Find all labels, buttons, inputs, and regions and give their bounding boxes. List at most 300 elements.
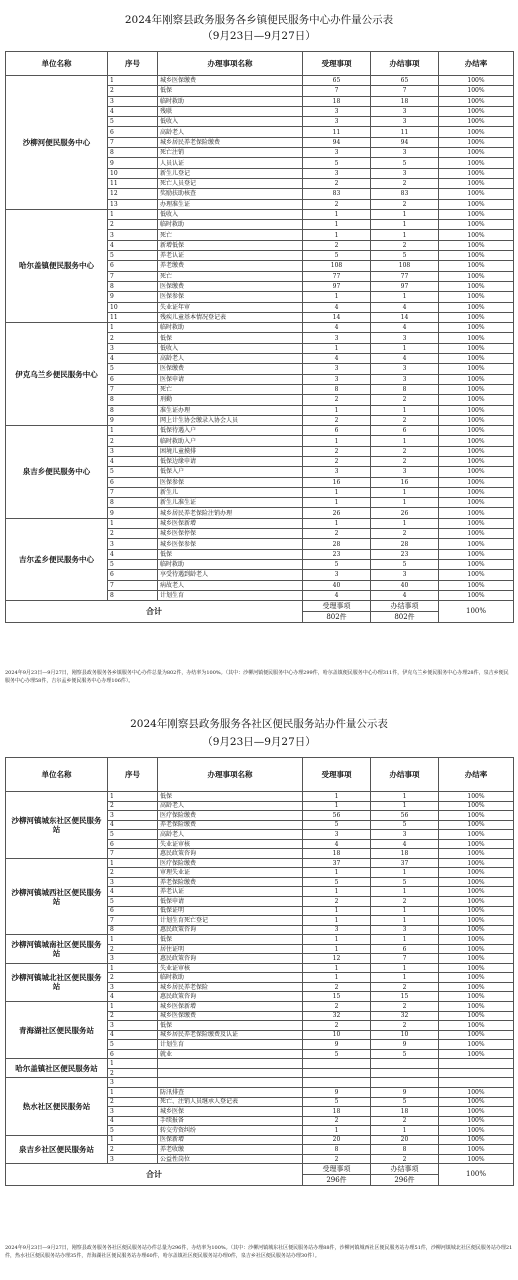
completed-count: 16 — [371, 477, 439, 487]
row-number: 6 — [108, 477, 158, 487]
accepted-count: 2 — [303, 1154, 371, 1164]
accepted-count: 1 — [303, 1126, 371, 1136]
item-name: 低保待遇入户 — [158, 426, 303, 436]
row-number: 8 — [108, 590, 158, 600]
unit-name: 沙柳河镇城南社区便民服务站 — [6, 935, 108, 964]
completed-count: 2 — [371, 982, 439, 992]
row-number: 8 — [108, 281, 158, 291]
item-name: 计划生育 — [158, 590, 303, 600]
item-name: 低收入 — [158, 117, 303, 127]
item-name: 死亡 — [158, 271, 303, 281]
accepted-count: 8 — [303, 1145, 371, 1155]
accepted-count: 94 — [303, 137, 371, 147]
item-name: 临时救助 — [158, 559, 303, 569]
accepted-count: 23 — [303, 549, 371, 559]
completed-count: 2 — [371, 1002, 439, 1012]
row-number: 2 — [108, 944, 158, 954]
completion-rate: 100% — [439, 580, 514, 590]
accepted-count — [303, 1068, 371, 1078]
total-completed-label: 办结事项 — [371, 601, 439, 612]
completion-rate: 100% — [439, 954, 514, 964]
completed-count: 8 — [371, 1145, 439, 1155]
completion-rate — [439, 1059, 514, 1069]
total-row — [6, 1164, 514, 1175]
accepted-count: 5 — [303, 1049, 371, 1059]
unit-name: 泉吉乡便民服务中心 — [6, 426, 108, 519]
completion-rate: 100% — [439, 868, 514, 878]
table-row — [6, 792, 514, 802]
completed-count: 32 — [371, 1011, 439, 1021]
completion-rate: 100% — [439, 456, 514, 466]
accepted-count: 2 — [303, 982, 371, 992]
row-number: 4 — [108, 887, 158, 897]
item-name: 死亡人员登记 — [158, 178, 303, 188]
accepted-count: 1 — [303, 916, 371, 926]
item-name: 惠民政策咨询 — [158, 849, 303, 859]
accepted-count: 1 — [303, 868, 371, 878]
completion-rate: 100% — [439, 230, 514, 240]
accepted-count: 1 — [303, 220, 371, 230]
item-name: 养老保险缴费 — [158, 820, 303, 830]
completed-count: 5 — [371, 820, 439, 830]
item-name: 医保申请 — [158, 374, 303, 384]
item-name: 死亡 — [158, 230, 303, 240]
accepted-count: 2 — [303, 1116, 371, 1126]
accepted-count: 108 — [303, 261, 371, 271]
completion-rate: 100% — [439, 1030, 514, 1040]
accepted-count: 5 — [303, 158, 371, 168]
completed-count: 40 — [371, 580, 439, 590]
completed-count: 10 — [371, 1030, 439, 1040]
total-completed-value: 296件 — [371, 1175, 439, 1186]
accepted-count: 14 — [303, 312, 371, 322]
accepted-count: 8 — [303, 384, 371, 394]
completed-count: 3 — [371, 148, 439, 158]
item-name: 医保参保 — [158, 477, 303, 487]
completion-rate: 100% — [439, 220, 514, 230]
completed-count: 1 — [371, 518, 439, 528]
total-row — [6, 601, 514, 612]
completed-count — [371, 1078, 439, 1088]
completed-count: 1 — [371, 498, 439, 508]
completed-count: 5 — [371, 559, 439, 569]
row-number: 4 — [108, 456, 158, 466]
item-name: 低保入户 — [158, 467, 303, 477]
row-number: 1 — [108, 426, 158, 436]
item-name: 城乡居民养老保险注销办理 — [158, 508, 303, 518]
completed-count: 3 — [371, 117, 439, 127]
accepted-count: 16 — [303, 477, 371, 487]
column-header: 序号 — [108, 52, 158, 76]
completed-count: 1 — [371, 935, 439, 945]
item-name: 惠民政策咨询 — [158, 992, 303, 1002]
row-number: 1 — [108, 323, 158, 333]
item-name: 低保边缘申请 — [158, 456, 303, 466]
item-name: 死亡、注销人员继承人登记表 — [158, 1097, 303, 1107]
completion-rate: 100% — [439, 916, 514, 926]
table-row — [6, 935, 514, 945]
accepted-count: 1 — [303, 487, 371, 497]
item-name: 就业 — [158, 1049, 303, 1059]
accepted-count: 9 — [303, 1040, 371, 1050]
row-number: 10 — [108, 302, 158, 312]
item-name: 低收入 — [158, 343, 303, 353]
completion-rate: 100% — [439, 906, 514, 916]
row-number: 3 — [108, 230, 158, 240]
row-number: 4 — [108, 354, 158, 364]
column-header: 序号 — [108, 758, 158, 792]
item-name: 防汛排查 — [158, 1087, 303, 1097]
item-name: 残疾儿童基本情况登记表 — [158, 312, 303, 322]
accepted-count: 2 — [303, 456, 371, 466]
completed-count: 18 — [371, 849, 439, 859]
row-number: 11 — [108, 312, 158, 322]
unit-name: 青海湖社区便民服务站 — [6, 1002, 108, 1059]
completed-count: 2 — [371, 199, 439, 209]
total-accepted-value: 296件 — [303, 1175, 371, 1186]
item-name: 低保 — [158, 1021, 303, 1031]
completion-rate: 100% — [439, 963, 514, 973]
accepted-count: 28 — [303, 539, 371, 549]
row-number: 3 — [108, 877, 158, 887]
completion-rate: 100% — [439, 1049, 514, 1059]
completed-count: 3 — [371, 467, 439, 477]
item-name: 养老认证 — [158, 887, 303, 897]
completion-rate: 100% — [439, 415, 514, 425]
item-name: 新生儿准生证 — [158, 498, 303, 508]
item-name: 医疗保险缴费 — [158, 811, 303, 821]
item-name: 低收入 — [158, 209, 303, 219]
completed-count: 4 — [371, 839, 439, 849]
completion-rate: 100% — [439, 590, 514, 600]
header-row — [6, 52, 514, 76]
completion-rate: 100% — [439, 477, 514, 487]
completed-count: 7 — [371, 954, 439, 964]
row-number: 4 — [108, 549, 158, 559]
completion-rate: 100% — [439, 1011, 514, 1021]
row-number: 6 — [108, 839, 158, 849]
row-number: 8 — [108, 395, 158, 405]
completion-rate: 100% — [439, 944, 514, 954]
header-row — [6, 758, 514, 792]
completion-rate: 100% — [439, 302, 514, 312]
completed-count: 1 — [371, 906, 439, 916]
completion-rate: 100% — [439, 1154, 514, 1164]
row-number: 7 — [108, 384, 158, 394]
completed-count: 4 — [371, 302, 439, 312]
row-number: 5 — [108, 117, 158, 127]
completed-count: 4 — [371, 590, 439, 600]
item-name: 刑勤 — [158, 395, 303, 405]
completed-count: 2 — [371, 395, 439, 405]
column-header: 办结率 — [439, 52, 514, 76]
table-row — [6, 1135, 514, 1145]
completion-rate: 100% — [439, 199, 514, 209]
item-name: 养老缴费 — [158, 261, 303, 271]
accepted-count: 3 — [303, 570, 371, 580]
unit-name: 泉吉乡社区便民服务站 — [6, 1135, 108, 1164]
item-name: 临时救助 — [158, 973, 303, 983]
accepted-count: 1 — [303, 801, 371, 811]
accepted-count: 2 — [303, 395, 371, 405]
completion-rate: 100% — [439, 323, 514, 333]
table-row — [6, 1002, 514, 1012]
row-number: 2 — [108, 1068, 158, 1078]
accepted-count: 5 — [303, 877, 371, 887]
row-number: 5 — [108, 1126, 158, 1136]
completed-count: 97 — [371, 281, 439, 291]
completed-count: 1 — [371, 209, 439, 219]
accepted-count: 15 — [303, 992, 371, 1002]
row-number: 2 — [108, 1011, 158, 1021]
accepted-count: 6 — [303, 426, 371, 436]
row-number: 2 — [108, 436, 158, 446]
total-rate: 100% — [439, 1164, 514, 1186]
item-name: 养老保险缴费 — [158, 877, 303, 887]
completion-rate: 100% — [439, 106, 514, 116]
completed-count: 5 — [371, 1097, 439, 1107]
accepted-count: 1 — [303, 498, 371, 508]
item-name: 医疗保险缴费 — [158, 858, 303, 868]
item-name: 低保 — [158, 792, 303, 802]
accepted-count: 3 — [303, 117, 371, 127]
row-number: 3 — [108, 1078, 158, 1088]
unit-name: 沙柳河便民服务中心 — [6, 76, 108, 210]
row-number: 3 — [108, 446, 158, 456]
item-name: 新增低保 — [158, 240, 303, 250]
row-number: 1 — [108, 76, 158, 86]
item-name: 计划生育死亡登记 — [158, 916, 303, 926]
table-row — [6, 426, 514, 436]
row-number: 9 — [108, 415, 158, 425]
row-number: 1 — [108, 1135, 158, 1145]
completed-count: 83 — [371, 189, 439, 199]
completed-count: 18 — [371, 1107, 439, 1117]
completion-rate: 100% — [439, 539, 514, 549]
completion-rate: 100% — [439, 127, 514, 137]
row-number: 5 — [108, 897, 158, 907]
completion-rate: 100% — [439, 518, 514, 528]
accepted-count: 2 — [303, 446, 371, 456]
completion-rate: 100% — [439, 820, 514, 830]
completion-rate: 100% — [439, 148, 514, 158]
accepted-count: 4 — [303, 323, 371, 333]
accepted-count: 1 — [303, 405, 371, 415]
completion-rate: 100% — [439, 158, 514, 168]
accepted-count: 5 — [303, 559, 371, 569]
accepted-count: 18 — [303, 1107, 371, 1117]
table-row — [6, 1078, 514, 1088]
table-2-subtitle: （9月23日—9月27日） — [202, 736, 316, 748]
row-number: 4 — [108, 820, 158, 830]
completion-rate: 100% — [439, 96, 514, 106]
column-header: 办结事项 — [371, 758, 439, 792]
row-number: 7 — [108, 137, 158, 147]
row-number: 4 — [108, 1030, 158, 1040]
item-name: 城乡居民养老保险缴费 — [158, 137, 303, 147]
completion-rate: 100% — [439, 498, 514, 508]
completed-count: 1 — [371, 973, 439, 983]
accepted-count: 3 — [303, 168, 371, 178]
completion-rate: 100% — [439, 508, 514, 518]
row-number: 6 — [108, 127, 158, 137]
completed-count: 1 — [371, 887, 439, 897]
accepted-count: 10 — [303, 1030, 371, 1040]
row-number: 3 — [108, 96, 158, 106]
row-number: 5 — [108, 364, 158, 374]
row-number: 3 — [108, 811, 158, 821]
completion-rate: 100% — [439, 333, 514, 343]
accepted-count — [303, 1059, 371, 1069]
row-number: 8 — [108, 498, 158, 508]
row-number: 6 — [108, 374, 158, 384]
accepted-count: 20 — [303, 1135, 371, 1145]
completed-count: 56 — [371, 811, 439, 821]
completion-rate: 100% — [439, 426, 514, 436]
accepted-count: 40 — [303, 580, 371, 590]
row-number: 8 — [108, 405, 158, 415]
completed-count: 5 — [371, 158, 439, 168]
row-number: 7 — [108, 916, 158, 926]
row-number: 6 — [108, 1049, 158, 1059]
completed-count: 1 — [371, 220, 439, 230]
accepted-count: 1 — [303, 518, 371, 528]
item-name: 办理准生证 — [158, 199, 303, 209]
completion-rate: 100% — [439, 76, 514, 86]
unit-name: 沙柳河镇城北社区便民服务站 — [6, 963, 108, 1001]
row-number: 5 — [108, 467, 158, 477]
completion-rate: 100% — [439, 858, 514, 868]
accepted-count: 4 — [303, 839, 371, 849]
completion-rate: 100% — [439, 982, 514, 992]
item-name: 享受待遇到龄老人 — [158, 570, 303, 580]
row-number: 2 — [108, 868, 158, 878]
accepted-count: 2 — [303, 529, 371, 539]
item-name: 公益性岗位 — [158, 1154, 303, 1164]
column-header: 受理事项 — [303, 758, 371, 792]
completion-rate: 100% — [439, 436, 514, 446]
completed-count: 20 — [371, 1135, 439, 1145]
accepted-count: 1 — [303, 230, 371, 240]
item-name: 高龄老人 — [158, 801, 303, 811]
item-name: 临时救助入户 — [158, 436, 303, 446]
row-number: 4 — [108, 106, 158, 116]
column-header: 办理事项名称 — [158, 52, 303, 76]
item-name: 手续报备 — [158, 1116, 303, 1126]
item-name: 新生儿登记 — [158, 168, 303, 178]
completion-rate: 100% — [439, 1087, 514, 1097]
completed-count: 18 — [371, 96, 439, 106]
completed-count: 8 — [371, 384, 439, 394]
completed-count: 2 — [371, 178, 439, 188]
unit-name: 沙柳河镇城西社区便民服务站 — [6, 858, 108, 934]
item-name: 居住证明 — [158, 944, 303, 954]
completed-count: 2 — [371, 1021, 439, 1031]
item-name: 城乡医保 — [158, 1107, 303, 1117]
accepted-count: 12 — [303, 954, 371, 964]
accepted-count: 3 — [303, 830, 371, 840]
completion-rate: 100% — [439, 354, 514, 364]
row-number: 5 — [108, 1040, 158, 1050]
completed-count: 1 — [371, 343, 439, 353]
completed-count: 2 — [371, 897, 439, 907]
item-name: 城乡居民养老保险 — [158, 982, 303, 992]
total-completed-value: 802件 — [371, 612, 439, 623]
item-name: 低保 — [158, 86, 303, 96]
row-number: 1 — [108, 1002, 158, 1012]
row-number: 9 — [108, 292, 158, 302]
completion-rate: 100% — [439, 897, 514, 907]
completed-count: 15 — [371, 992, 439, 1002]
row-number: 5 — [108, 559, 158, 569]
row-number: 7 — [108, 271, 158, 281]
row-number: 1 — [108, 963, 158, 973]
row-number: 2 — [108, 86, 158, 96]
accepted-count: 18 — [303, 96, 371, 106]
accepted-count: 26 — [303, 508, 371, 518]
unit-name: 吉尔孟乡便民服务中心 — [6, 518, 108, 600]
accepted-count: 3 — [303, 364, 371, 374]
total-completed-label: 办结事项 — [371, 1164, 439, 1175]
row-number: 1 — [108, 858, 158, 868]
completion-rate: 100% — [439, 240, 514, 250]
accepted-count: 83 — [303, 189, 371, 199]
table-row — [6, 209, 514, 219]
accepted-count: 1 — [303, 944, 371, 954]
item-name — [158, 1078, 303, 1088]
table-row — [6, 76, 514, 86]
item-name: 医保新增 — [158, 1135, 303, 1145]
accepted-count — [303, 1078, 371, 1088]
unit-name: 哈尔盖镇社区便民服务站 — [6, 1059, 108, 1078]
total-accepted-label: 受理事项 — [303, 1164, 371, 1175]
table-2 — [5, 757, 514, 1186]
item-name: 低保 — [158, 935, 303, 945]
item-name: 城乡医保参保 — [158, 539, 303, 549]
completed-count: 2 — [371, 456, 439, 466]
completion-rate: 100% — [439, 209, 514, 219]
completed-count: 1 — [371, 405, 439, 415]
completed-count: 2 — [371, 529, 439, 539]
completed-count: 65 — [371, 76, 439, 86]
item-name: 高龄老人 — [158, 127, 303, 137]
item-name: 惠民政策咨询 — [158, 954, 303, 964]
column-header: 办结率 — [439, 758, 514, 792]
item-name: 低保 — [158, 549, 303, 559]
completion-rate: 100% — [439, 992, 514, 1002]
accepted-count: 65 — [303, 76, 371, 86]
completed-count: 2 — [371, 240, 439, 250]
completion-rate: 100% — [439, 178, 514, 188]
completion-rate: 100% — [439, 877, 514, 887]
completion-rate: 100% — [439, 117, 514, 127]
accepted-count: 4 — [303, 354, 371, 364]
row-number: 3 — [108, 343, 158, 353]
completion-rate: 100% — [439, 281, 514, 291]
accepted-count: 1 — [303, 963, 371, 973]
completed-count: 1 — [371, 436, 439, 446]
completion-rate: 100% — [439, 811, 514, 821]
column-header: 办结事项 — [371, 52, 439, 76]
completed-count: 23 — [371, 549, 439, 559]
row-number: 8 — [108, 925, 158, 935]
row-number: 3 — [108, 539, 158, 549]
accepted-count: 1 — [303, 792, 371, 802]
row-number: 6 — [108, 906, 158, 916]
row-number: 2 — [108, 1145, 158, 1155]
completion-rate: 100% — [439, 792, 514, 802]
total-label: 合计 — [6, 601, 303, 623]
